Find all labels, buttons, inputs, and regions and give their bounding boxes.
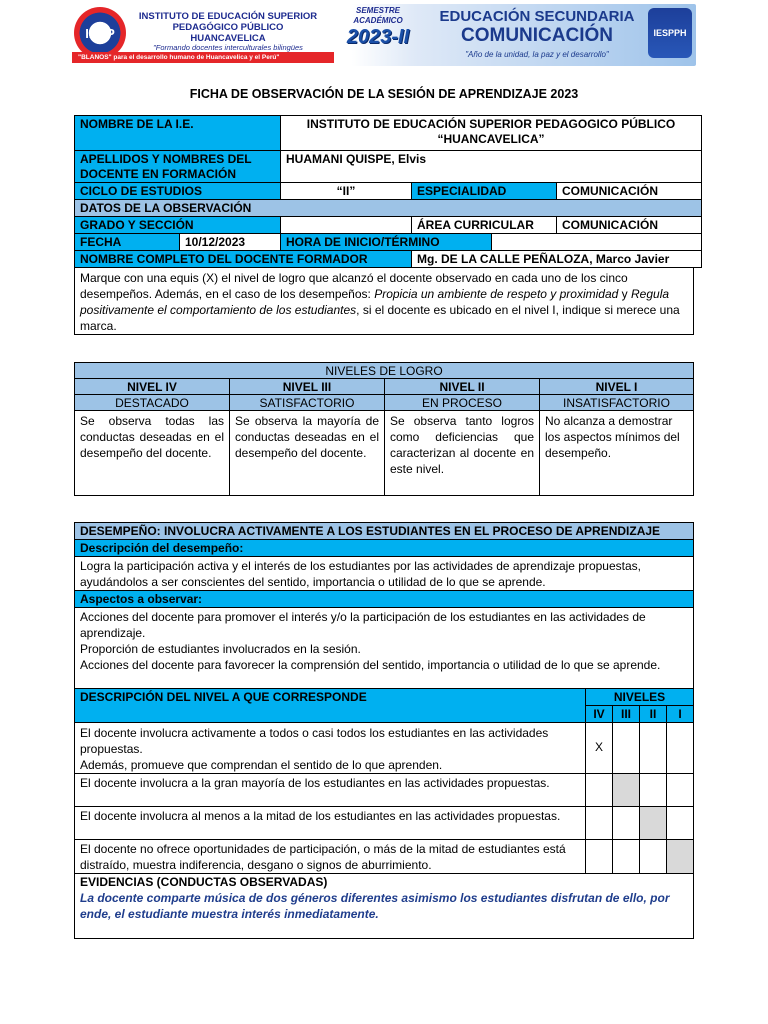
level-row-4-mark-iv[interactable] <box>585 839 613 874</box>
evidence-label: EVIDENCIAS (CONDUCTAS OBSERVADAS) <box>80 875 328 889</box>
institute-name-line3: HUANCAVELICA <box>190 33 266 44</box>
levels-col-header: NIVELES <box>585 688 694 706</box>
cycle-value: “II” <box>280 182 412 200</box>
aspect-1: Acciones del docente para promover el interés y/o la participación de los estudiantes en las actividades de aprendizaje. <box>80 610 646 640</box>
ie-value-line1: INSTITUTO DE EDUCACIÓN SUPERIOR PEDAGOGICO PÚBLICO <box>306 117 676 131</box>
institute-logo-text: IESP <box>85 25 115 41</box>
aspect-2: Proporción de estudiantes involucrados en la sesión. <box>80 642 361 656</box>
cycle-label: CICLO DE ESTUDIOS <box>74 182 281 200</box>
instructions-text-1: Marque con una equis (X) el nivel de logro que alcanzó el docente observado en cada uno de los cinco desempeños. Además, en el caso de los desempeños: <box>80 271 628 301</box>
level-row-2-mark-i[interactable] <box>666 773 694 807</box>
ie-label: NOMBRE DE LA I.E. <box>74 115 281 151</box>
level-row-2-mark-iii[interactable] <box>612 773 640 807</box>
semester-badge <box>332 6 424 60</box>
level-desc-label: DESCRIPCIÓN DEL NIVEL A QUE CORRESPONDE <box>74 688 586 723</box>
institute-name-line1: INSTITUTO DE EDUCACIÓN SUPERIOR <box>138 11 318 22</box>
education-level: EDUCACIÓN SECUNDARIA <box>439 8 635 25</box>
performance-desc-text: Logra la participación activa y el interés de los estudiantes por las actividades de aprendizaje propuestas, ayudándolos a ser conscientes del sentido, importancia o utilidad de lo que se aprende. <box>74 556 694 591</box>
area-label: ÁREA CURRICULAR <box>411 216 557 234</box>
level-ii-desc: Se observa tanto logros como deficiencias que caracterizan al docente en este nivel. <box>384 410 540 496</box>
institute-red-strip: "BLANOS" para el desarrollo humano de Huancavelica y el Perú" <box>72 52 334 63</box>
trainer-value: Mg. DE LA CALLE PEÑALOZA, Marco Javier <box>411 250 702 268</box>
year-slogan: "Año de la unidad, la paz y el desarrollo" <box>465 50 609 59</box>
performance-header: DESEMPEÑO: INVOLUCRA ACTIVAMENTE A LOS ESTUDIANTES EN EL PROCESO DE APRENDIZAJE <box>74 522 694 540</box>
aspect-3: Acciones del docente para favorecer la comprensión del sentido, importancia o utilidad de lo que se aprende. <box>80 658 661 672</box>
level-ii-label: EN PROCESO <box>384 394 540 411</box>
level-col-iv: IV <box>585 705 613 723</box>
level-i-desc: No alcanza a demostrar los aspectos mínimos del desempeño. <box>539 410 694 496</box>
observation-data-header: DATOS DE LA OBSERVACIÓN <box>74 199 702 217</box>
specialty-label: ESPECIALIDAD <box>411 182 557 200</box>
level-row-2-mark-ii[interactable] <box>639 773 667 807</box>
names-label: APELLIDOS Y NOMBRES DEL DOCENTE EN FORMACIÓN <box>74 150 281 183</box>
performance-desc-label: Descripción del desempeño: <box>74 539 694 557</box>
iesppH-logo <box>648 8 692 58</box>
level-row-3-mark-ii[interactable] <box>639 806 667 840</box>
instructions <box>74 267 694 335</box>
grade-value[interactable] <box>280 216 412 234</box>
instructions-text-3: , si el docente es ubicado en el nivel I, indique si merece una marca. <box>80 303 680 333</box>
level-row-1-line2: Además, promueve que comprendan el sentido de lo que aprenden. <box>80 758 443 772</box>
level-row-3-mark-i[interactable] <box>666 806 694 840</box>
level-row-4-mark-iii[interactable] <box>612 839 640 874</box>
grade-label: GRADO Y SECCIÓN <box>74 216 281 234</box>
trainer-label: NOMBRE COMPLETO DEL DOCENTE FORMADOR <box>74 250 412 268</box>
names-value: HUAMANI QUISPE, Elvis <box>280 150 702 183</box>
evidence-box <box>74 873 694 939</box>
level-i-label: INSATISFACTORIO <box>539 394 694 411</box>
area-value: COMUNICACIÓN <box>556 216 702 234</box>
level-row-2-mark-iv[interactable] <box>585 773 613 807</box>
level-iv-desc: Se observa todas las conductas deseadas en el desempeño del docente. <box>74 410 230 496</box>
instructions-text-2: y <box>618 287 631 301</box>
semester-year: 2023-II <box>346 26 410 48</box>
level-col-iii: III <box>612 705 640 723</box>
level-iii-desc: Se observa la mayoría de conductas deseadas en el desempeño del docente. <box>229 410 385 496</box>
level-row-4-desc: El docente no ofrece oportunidades de participación, o más de la mitad de estudiantes está distraído, muestra indiferencia, desgano o signos de aburrimiento. <box>74 839 586 874</box>
level-row-1-mark-ii[interactable] <box>639 722 667 774</box>
level-row-1-mark-iii[interactable] <box>612 722 640 774</box>
academic-label: ACADÉMICO <box>353 16 403 25</box>
level-row-3-desc: El docente involucra al menos a la mitad de los estudiantes en las actividades propuestas. <box>74 806 586 840</box>
levels-header: NIVELES DE LOGRO <box>74 362 694 379</box>
level-ii-name: NIVEL II <box>384 378 540 395</box>
time-value[interactable] <box>491 233 702 251</box>
document-title: FICHA DE OBSERVACIÓN DE LA SESIÓN DE APRENDIZAJE 2023 <box>189 87 579 101</box>
level-row-3-mark-iv[interactable] <box>585 806 613 840</box>
institute-slogan: "Formando docentes interculturales bilingües <box>153 43 303 52</box>
institute-name-line2: PEDAGÓGICO PÚBLICO <box>172 22 284 33</box>
level-row-3-mark-iii[interactable] <box>612 806 640 840</box>
level-iii-name: NIVEL III <box>229 378 385 395</box>
aspects-label: Aspectos a observar: <box>74 590 694 608</box>
education-specialty: COMUNICACIÓN <box>461 25 613 46</box>
level-row-4-mark-i[interactable] <box>666 839 694 874</box>
aspects-list <box>74 607 694 689</box>
evidence-text: La docente comparte música de dos géneros diferentes asimismo los estudiantes disfrutan de ello, por ende, el estudiante muestra interés inmediatamente. <box>80 891 670 921</box>
ie-value-line2: “HUANCAVELICA” <box>437 132 545 146</box>
level-row-1-mark-iv[interactable]: X <box>585 722 613 774</box>
ie-value <box>280 115 702 151</box>
iesppH-logo-text: IESPPH <box>653 28 687 38</box>
level-row-2-desc: El docente involucra a la gran mayoría de los estudiantes en las actividades propuestas. <box>74 773 586 807</box>
level-row-4-mark-ii[interactable] <box>639 839 667 874</box>
level-row-1-mark-i[interactable] <box>666 722 694 774</box>
level-col-i: I <box>666 705 694 723</box>
date-value: 10/12/2023 <box>179 233 281 251</box>
instructions-italic-2: Regula positivamente el comportamiento de los estudiantes <box>80 287 670 317</box>
level-iv-label: DESTACADO <box>74 394 230 411</box>
level-i-name: NIVEL I <box>539 378 694 395</box>
level-row-1-desc <box>74 722 586 774</box>
semester-label: SEMESTRE <box>355 6 400 15</box>
specialty-value: COMUNICACIÓN <box>556 182 702 200</box>
level-col-ii: II <box>639 705 667 723</box>
time-label: HORA DE INICIO/TÉRMINO <box>280 233 492 251</box>
instructions-italic-1: Propicia un ambiente de respeto y proximidad <box>374 287 619 301</box>
date-label: FECHA <box>74 233 180 251</box>
level-iv-name: NIVEL IV <box>74 378 230 395</box>
level-iii-label: SATISFACTORIO <box>229 394 385 411</box>
level-row-1-line1: El docente involucra activamente a todos o casi todos los estudiantes en las actividades propuestas. <box>80 726 549 756</box>
